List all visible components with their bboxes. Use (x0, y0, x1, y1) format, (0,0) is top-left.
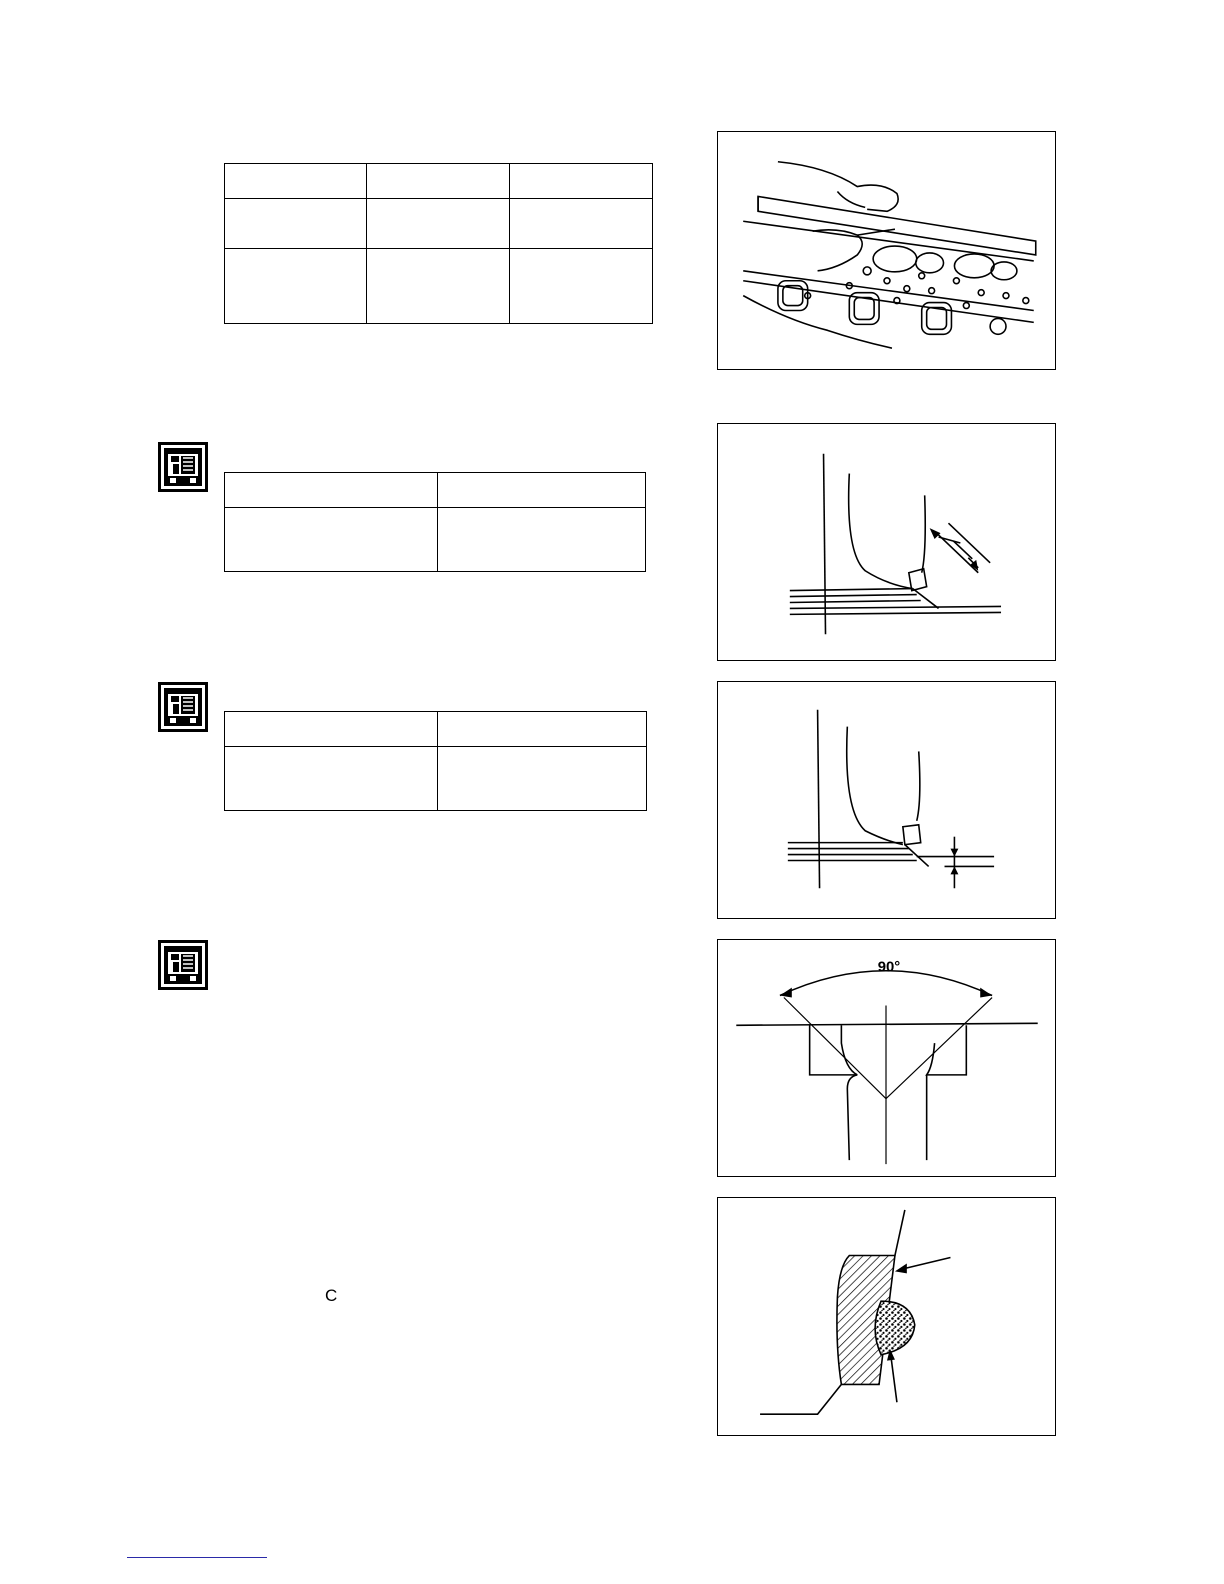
figure-valve-seat-width (717, 423, 1056, 661)
table-cell (225, 712, 438, 747)
table-row (225, 508, 646, 572)
seat-angle-diagram (718, 940, 1055, 1176)
table-cell (225, 473, 438, 508)
table-row (225, 164, 653, 199)
table-cell (225, 747, 438, 811)
spec-table-3 (224, 711, 647, 811)
special-tool-icon (158, 682, 208, 732)
table-row (225, 249, 653, 324)
figure-seat-contact (717, 1197, 1056, 1436)
table-row (225, 473, 646, 508)
figure-straightedge-check (717, 131, 1056, 370)
table-cell (510, 199, 653, 249)
special-tool-icon (158, 940, 208, 990)
special-tool-icon (158, 442, 208, 492)
table-cell (510, 164, 653, 199)
angle-label: 90° (877, 959, 901, 976)
table-cell (225, 199, 367, 249)
stray-letter: C (325, 1286, 338, 1305)
seat-contact-diagram (718, 1198, 1055, 1435)
footer-rule (127, 1557, 267, 1558)
figure-valve-sinkage (717, 681, 1056, 919)
table-row (225, 712, 647, 747)
table-cell (225, 164, 367, 199)
valve-sinkage-diagram (718, 682, 1055, 918)
table-cell (225, 249, 367, 324)
table-row (225, 747, 647, 811)
table-row (225, 199, 653, 249)
table-cell (367, 249, 510, 324)
spec-table-1 (224, 163, 653, 324)
spec-table-2 (224, 472, 646, 572)
table-cell (438, 473, 646, 508)
table-cell (367, 199, 510, 249)
table-cell (438, 747, 647, 811)
figure-seat-angle (717, 939, 1056, 1177)
table-cell (225, 508, 438, 572)
table-cell (438, 712, 647, 747)
valve-seat-width-diagram (718, 424, 1055, 660)
table-cell (438, 508, 646, 572)
cylinder-head-illustration (718, 132, 1055, 369)
table-cell (367, 164, 510, 199)
table-cell (510, 249, 653, 324)
